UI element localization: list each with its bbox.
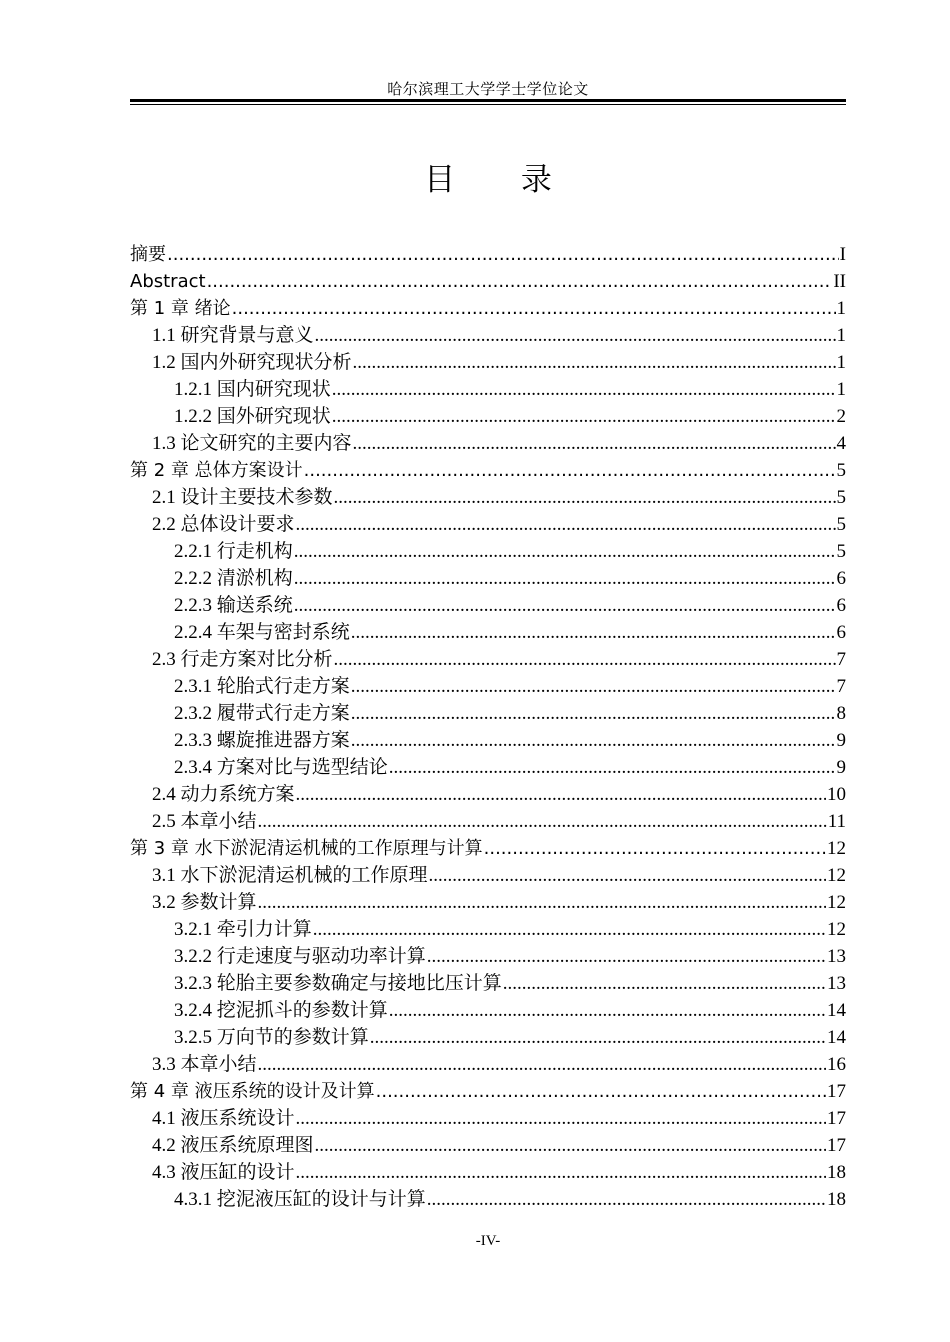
toc-entry-page: 1 — [836, 298, 846, 319]
toc-entry[interactable] — [130, 997, 846, 1024]
toc-entry-label: 1.1 研究背景与意义 — [152, 325, 314, 346]
dot-leader — [427, 1186, 826, 1213]
toc-entry-label: 3.2.5 万向节的参数计算 — [174, 1027, 369, 1048]
dot-leader — [353, 430, 836, 457]
toc-entry[interactable] — [130, 889, 846, 916]
dot-leader — [315, 1132, 826, 1159]
toc-entry-label: 4.1 液压系统设计 — [152, 1108, 295, 1129]
dot-leader — [294, 565, 836, 592]
toc-entry[interactable] — [130, 862, 846, 889]
toc-entry[interactable] — [130, 565, 846, 592]
toc-entry[interactable] — [130, 727, 846, 754]
toc-entry[interactable] — [130, 457, 846, 484]
toc-entry-label: 3.2.1 牵引力计算 — [174, 919, 312, 940]
toc-entry-label: 摘要 — [130, 244, 166, 265]
toc-entry-label: 第 3 章 水下淤泥清运机械的工作原理与计算 — [130, 838, 483, 859]
toc-entry-label: 3.3 本章小结 — [152, 1054, 257, 1075]
running-header: 哈尔滨理工大学学士学位论文 — [387, 82, 589, 98]
toc-entry-page: 14 — [827, 1000, 846, 1021]
dot-leader — [351, 673, 836, 700]
toc-entry-page: 4 — [836, 433, 846, 454]
toc-entry-page: 2 — [836, 406, 846, 427]
toc-entry-page: 11 — [827, 811, 846, 832]
toc-entry-label: 2.3 行走方案对比分析 — [152, 649, 333, 670]
toc-entry-label: 1.2.2 国外研究现状 — [174, 406, 331, 427]
toc-entry-label: 2.5 本章小结 — [152, 811, 257, 832]
toc-entry-label: 2.2 总体设计要求 — [152, 514, 295, 535]
toc-entry-page: 9 — [836, 730, 846, 751]
dot-leader — [258, 889, 826, 916]
toc-entry-label: 2.2.4 车架与密封系统 — [174, 622, 350, 643]
toc-entry-page: 12 — [827, 919, 846, 940]
toc-entry[interactable] — [130, 916, 846, 943]
dot-leader — [332, 376, 836, 403]
toc-entry-page: 12 — [827, 892, 846, 913]
dot-leader — [304, 457, 836, 484]
dot-leader — [334, 484, 836, 511]
toc-entry-page: 8 — [836, 703, 846, 724]
toc-entry-page: I — [839, 244, 846, 265]
toc-entry[interactable] — [130, 808, 846, 835]
dot-leader — [427, 943, 826, 970]
dot-leader — [503, 970, 826, 997]
toc-entry-page: 12 — [827, 865, 846, 886]
toc-entry-label: 3.2.2 行走速度与驱动功率计算 — [174, 946, 426, 967]
toc-entry-label: 2.3.1 轮胎式行走方案 — [174, 676, 350, 697]
toc-entry-label: 3.2.3 轮胎主要参数确定与接地比压计算 — [174, 973, 502, 994]
page-number: -IV- — [475, 1233, 501, 1249]
dot-leader — [313, 916, 826, 943]
header-rule-thin — [130, 104, 846, 105]
toc-entry[interactable] — [130, 1132, 846, 1159]
toc-entry-label: 第 4 章 液压系统的设计及计算 — [130, 1081, 375, 1102]
toc-title: 目 录 — [424, 162, 580, 198]
toc-entry-label: 2.1 设计主要技术参数 — [152, 487, 333, 508]
dot-leader — [353, 349, 836, 376]
toc-entry-label: 2.3.3 螺旋推进器方案 — [174, 730, 350, 751]
dot-leader — [370, 1024, 826, 1051]
dot-leader — [332, 403, 836, 430]
dot-leader — [334, 646, 836, 673]
toc-entry[interactable] — [130, 700, 846, 727]
dot-leader — [351, 727, 836, 754]
toc-entry-label: 1.3 论文研究的主要内容 — [152, 433, 352, 454]
toc-entry-page: 6 — [836, 595, 846, 616]
toc-entry-label: 2.3.2 履带式行走方案 — [174, 703, 350, 724]
toc-entry-label: 4.3.1 挖泥液压缸的设计与计算 — [174, 1189, 426, 1210]
dot-leader — [376, 1078, 826, 1105]
toc-entry[interactable] — [130, 673, 846, 700]
toc-entry[interactable] — [130, 538, 846, 565]
table-of-contents — [130, 241, 846, 1213]
toc-entry-page: 7 — [836, 676, 846, 697]
toc-entry-page: 18 — [827, 1162, 846, 1183]
toc-entry-page: II — [833, 271, 846, 292]
toc-entry-page: 16 — [827, 1054, 846, 1075]
toc-entry-page: 13 — [827, 946, 846, 967]
dot-leader — [389, 754, 836, 781]
toc-entry-label: 3.2 参数计算 — [152, 892, 257, 913]
dot-leader — [296, 781, 826, 808]
dot-leader — [351, 619, 836, 646]
toc-entry-page: 5 — [836, 487, 846, 508]
toc-entry-label: 3.2.4 挖泥抓斗的参数计算 — [174, 1000, 388, 1021]
toc-entry-page: 1 — [836, 352, 846, 373]
dot-leader — [296, 511, 836, 538]
toc-entry-label: 4.2 液压系统原理图 — [152, 1135, 314, 1156]
toc-entry[interactable] — [130, 430, 846, 457]
toc-entry-page: 17 — [827, 1108, 846, 1129]
toc-entry-page: 6 — [836, 568, 846, 589]
toc-entry-page: 18 — [827, 1189, 846, 1210]
toc-entry[interactable] — [130, 322, 846, 349]
toc-entry[interactable] — [130, 1186, 846, 1213]
toc-entry[interactable] — [130, 970, 846, 997]
toc-entry[interactable] — [130, 376, 846, 403]
dot-leader — [294, 592, 836, 619]
toc-entry-label: 1.2.1 国内研究现状 — [174, 379, 331, 400]
toc-entry-page: 1 — [836, 379, 846, 400]
toc-entry[interactable] — [130, 646, 846, 673]
dot-leader — [351, 700, 836, 727]
toc-entry-page: 5 — [836, 514, 846, 535]
toc-entry[interactable] — [130, 295, 846, 322]
toc-entry-page: 17 — [827, 1135, 846, 1156]
toc-entry-label: 2.2.3 输送系统 — [174, 595, 293, 616]
toc-entry[interactable] — [130, 1024, 846, 1051]
toc-entry[interactable] — [130, 1078, 846, 1105]
toc-entry-page: 10 — [827, 784, 846, 805]
toc-entry-page: 14 — [827, 1027, 846, 1048]
dot-leader — [167, 241, 839, 268]
toc-entry[interactable] — [130, 592, 846, 619]
toc-entry[interactable] — [130, 781, 846, 808]
toc-entry-page: 9 — [836, 757, 846, 778]
toc-entry[interactable] — [130, 943, 846, 970]
dot-leader — [296, 1105, 826, 1132]
dot-leader — [258, 808, 827, 835]
toc-entry-page: 5 — [836, 460, 846, 481]
toc-entry[interactable] — [130, 1105, 846, 1132]
dot-leader — [429, 862, 826, 889]
dot-leader — [484, 835, 826, 862]
toc-entry-label: 第 2 章 总体方案设计 — [130, 460, 303, 481]
toc-entry[interactable] — [130, 349, 846, 376]
toc-entry-label: 2.4 动力系统方案 — [152, 784, 295, 805]
toc-entry-label: Abstract — [130, 271, 206, 292]
header-rule-thick — [130, 99, 846, 102]
toc-entry-page: 1 — [836, 325, 846, 346]
dot-leader — [232, 295, 836, 322]
toc-entry-page: 6 — [836, 622, 846, 643]
toc-entry-label: 4.3 液压缸的设计 — [152, 1162, 295, 1183]
toc-entry[interactable] — [130, 1051, 846, 1078]
toc-entry[interactable] — [130, 484, 846, 511]
toc-entry-page: 12 — [827, 838, 846, 859]
toc-entry[interactable] — [130, 403, 846, 430]
dot-leader — [296, 1159, 826, 1186]
toc-entry[interactable] — [130, 619, 846, 646]
toc-entry-page: 7 — [836, 649, 846, 670]
toc-entry-label: 第 1 章 绪论 — [130, 298, 231, 319]
toc-entry[interactable] — [130, 754, 846, 781]
toc-entry-page: 13 — [827, 973, 846, 994]
dot-leader — [207, 268, 833, 295]
dot-leader — [294, 538, 836, 565]
toc-entry-label: 3.1 水下淤泥清运机械的工作原理 — [152, 865, 428, 886]
toc-entry[interactable] — [130, 835, 846, 862]
dot-leader — [258, 1051, 826, 1078]
dot-leader — [389, 997, 826, 1024]
dot-leader — [315, 322, 836, 349]
toc-entry-label: 2.2.2 清淤机构 — [174, 568, 293, 589]
toc-entry[interactable] — [130, 268, 846, 295]
toc-entry-label: 2.2.1 行走机构 — [174, 541, 293, 562]
toc-entry-page: 17 — [827, 1081, 846, 1102]
toc-entry[interactable] — [130, 241, 846, 268]
toc-entry-label: 1.2 国内外研究现状分析 — [152, 352, 352, 373]
toc-entry-label: 2.3.4 方案对比与选型结论 — [174, 757, 388, 778]
toc-entry[interactable] — [130, 511, 846, 538]
toc-entry-page: 5 — [836, 541, 846, 562]
toc-entry[interactable] — [130, 1159, 846, 1186]
